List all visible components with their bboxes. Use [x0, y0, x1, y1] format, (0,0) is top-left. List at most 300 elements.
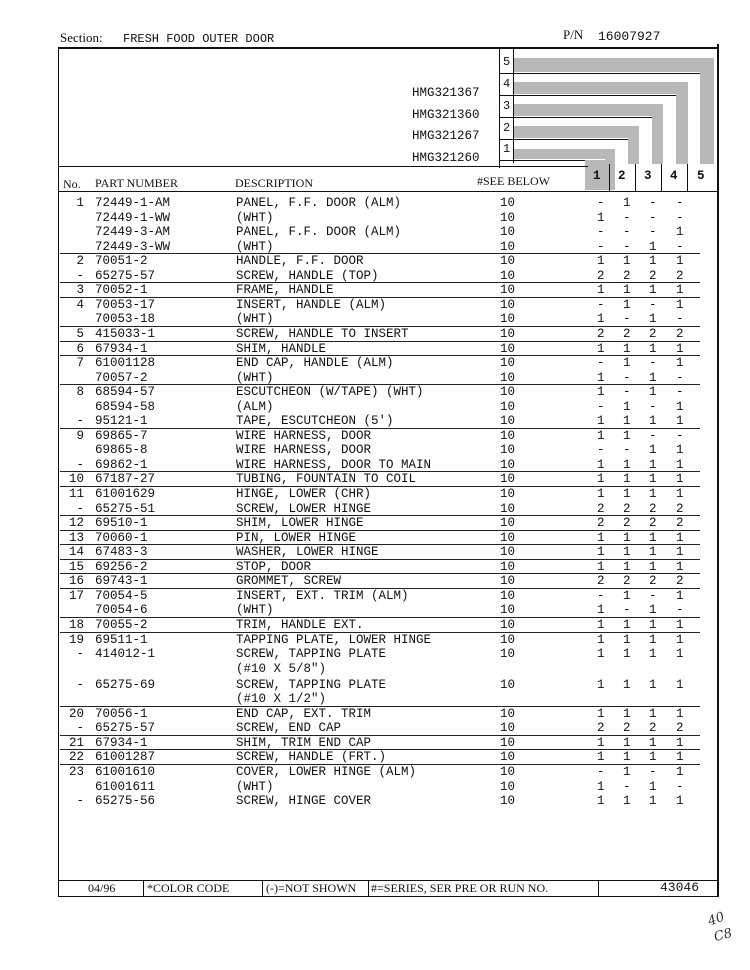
qty-model-4: 1 [676, 283, 684, 298]
part-number: 69510-1 [95, 516, 148, 531]
qty-model-3: 1 [649, 414, 657, 429]
row-number: 4 [76, 297, 84, 312]
part-number: 61001287 [95, 750, 156, 765]
see-below: 10 [500, 530, 516, 545]
table-row [0, 298, 750, 313]
qty-model-3: 1 [649, 487, 657, 501]
description: SHIM, LOWER HINGE [236, 516, 364, 531]
description: SHIM, TRIM END CAP [236, 735, 372, 750]
handwritten-note-1: 40 [705, 909, 727, 930]
qty-model-3: 1 [649, 239, 657, 254]
qty-model-2: 1 [623, 297, 631, 312]
qty-model-2: 1 [623, 706, 631, 721]
qty-model-4: 1 [676, 735, 684, 750]
description: WIRE HARNESS, DOOR [236, 428, 372, 443]
model-name-4: HMG321367 [412, 86, 480, 100]
qty-model-1: 1 [597, 487, 605, 501]
description: (WHT) [236, 370, 274, 385]
row-number: 17 [68, 588, 84, 603]
description: WIRE HARNESS, DOOR TO MAIN [236, 457, 432, 472]
qty-model-4: 1 [676, 588, 684, 603]
qty-model-4: 1 [676, 341, 684, 356]
table-row [0, 283, 750, 298]
row-number: - [76, 501, 84, 516]
qty-model-2: 1 [623, 283, 631, 298]
part-number: 65275-69 [95, 677, 156, 692]
part-number: 61001611 [95, 779, 156, 794]
table-row [0, 794, 750, 809]
qty-model-4: - [676, 210, 684, 225]
qty-model-2: - [623, 385, 631, 400]
qty-model-2: 2 [623, 501, 631, 516]
table-row [0, 356, 750, 371]
description: SCREW, TAPPING PLATE [236, 647, 387, 662]
qty-model-4: 1 [676, 530, 684, 545]
qty-model-3: - [649, 399, 657, 414]
row-number: - [76, 794, 84, 809]
row-number: 10 [68, 472, 84, 487]
description: SCREW, HANDLE TO INSERT [236, 326, 409, 341]
table-row [0, 240, 750, 255]
see-below: 10 [500, 735, 516, 750]
qty-model-1: - [597, 588, 605, 603]
qty-model-3: - [649, 297, 657, 312]
model-num-2: 2 [503, 121, 511, 135]
description: SHIM, HANDLE [236, 341, 327, 356]
table-row [0, 327, 750, 342]
qty-model-3: - [649, 428, 657, 443]
qty-model-2: - [623, 312, 631, 327]
parts-table [0, 196, 750, 816]
row-number: 13 [68, 530, 84, 545]
description: (WHT) [236, 210, 274, 225]
see-below: 10 [500, 516, 516, 531]
part-number: 70053-18 [95, 312, 156, 327]
qty-model-3: 1 [649, 617, 657, 632]
description: STOP, DOOR [236, 559, 312, 574]
see-below: 10 [500, 487, 516, 501]
qty-model-2: 1 [623, 617, 631, 632]
qty-model-1: 1 [597, 647, 605, 662]
qty-model-1: 1 [597, 254, 605, 269]
description: END CAP, EXT. TRIM [236, 706, 372, 721]
description: INSERT, HANDLE (ALM) [236, 297, 387, 312]
qty-model-4: 1 [676, 457, 684, 472]
qty-model-1: - [597, 443, 605, 458]
see-below: 10 [500, 706, 516, 721]
qty-model-2: - [623, 603, 631, 618]
part-number: 70054-5 [95, 588, 148, 603]
see-below: 10 [500, 472, 516, 487]
qty-model-2: - [623, 370, 631, 385]
col-model-2: 2 [618, 169, 626, 183]
qty-model-4: 1 [676, 794, 684, 809]
description: (WHT) [236, 603, 274, 618]
qty-model-3: 2 [649, 326, 657, 341]
qty-model-3: 1 [649, 545, 657, 560]
row-number: 8 [76, 385, 84, 400]
see-below: 10 [500, 764, 516, 779]
table-row [0, 618, 750, 633]
qty-model-2: 1 [623, 530, 631, 545]
table-row [0, 385, 750, 400]
qty-model-1: 2 [597, 326, 605, 341]
footer-not-shown: (-)=NOT SHOWN [266, 881, 357, 895]
see-below: 10 [500, 588, 516, 603]
table-row [0, 196, 750, 211]
qty-model-2: 1 [623, 794, 631, 809]
qty-model-3: 1 [649, 647, 657, 662]
part-number: 67187-27 [95, 472, 156, 487]
see-below: 10 [500, 457, 516, 472]
row-number: 20 [68, 706, 84, 721]
see-below: 10 [500, 617, 516, 632]
qty-model-4: 1 [676, 677, 684, 692]
see-below: 10 [500, 341, 516, 356]
table-row [0, 589, 750, 604]
part-number: 69256-2 [95, 559, 148, 574]
description: SCREW, HINGE COVER [236, 794, 372, 809]
see-below: 10 [500, 196, 516, 210]
qty-model-2: 2 [623, 574, 631, 589]
qty-model-1: 1 [597, 617, 605, 632]
part-number: 69743-1 [95, 574, 148, 589]
qty-model-3: 2 [649, 516, 657, 531]
col-model-5: 5 [697, 169, 705, 183]
description: (#10 X 5/8") [236, 661, 327, 676]
row-number: 16 [68, 574, 84, 589]
qty-model-1: 1 [597, 735, 605, 750]
qty-model-2: 1 [623, 764, 631, 779]
qty-model-1: - [597, 225, 605, 240]
qty-model-1: 1 [597, 559, 605, 574]
description: HANDLE, F.F. DOOR [236, 254, 364, 269]
row-number: 6 [76, 341, 84, 356]
qty-model-2: 2 [623, 326, 631, 341]
part-number: 70054-6 [95, 603, 148, 618]
qty-model-3: 1 [649, 312, 657, 327]
qty-model-1: 1 [597, 632, 605, 647]
row-number: - [76, 721, 84, 736]
see-below: 10 [500, 297, 516, 312]
see-below: 10 [500, 326, 516, 341]
qty-model-3: 1 [649, 794, 657, 809]
table-row [0, 545, 750, 560]
part-number: 61001610 [95, 764, 156, 779]
qty-model-1: 1 [597, 385, 605, 400]
see-below: 10 [500, 312, 516, 327]
part-number: 69865-8 [95, 443, 148, 458]
qty-model-4: 1 [676, 487, 684, 501]
qty-model-2: 1 [623, 632, 631, 647]
qty-model-3: - [649, 210, 657, 225]
qty-model-2: 1 [623, 428, 631, 443]
row-number: - [76, 414, 84, 429]
footer-doc-number: 43046 [660, 880, 700, 895]
table-row [0, 211, 750, 226]
qty-model-4: 1 [676, 356, 684, 371]
see-below: 10 [500, 225, 516, 240]
table-row [0, 560, 750, 575]
row-number: 7 [76, 356, 84, 371]
row-number: 14 [68, 545, 84, 560]
part-number: 68594-58 [95, 399, 156, 414]
description: TRIM, HANDLE EXT. [236, 617, 364, 632]
qty-model-4: - [676, 196, 684, 210]
row-number: 2 [76, 254, 84, 269]
table-row [0, 662, 750, 677]
row-number: 12 [68, 516, 84, 531]
description: PIN, LOWER HINGE [236, 530, 357, 545]
part-number: 67483-3 [95, 545, 148, 560]
qty-model-1: 1 [597, 428, 605, 443]
description: ESCUTCHEON (W/TAPE) (WHT) [236, 385, 424, 400]
footer-series: #=SERIES, SER PRE OR RUN NO. [371, 881, 549, 895]
table-row [0, 633, 750, 648]
see-below: 10 [500, 239, 516, 254]
part-number: 70060-1 [95, 530, 148, 545]
qty-model-4: - [676, 370, 684, 385]
qty-model-1: 2 [597, 516, 605, 531]
col-no: No. [63, 177, 81, 191]
description: TAPE, ESCUTCHEON (5') [236, 414, 394, 429]
qty-model-4: 2 [676, 326, 684, 341]
section-name: FRESH FOOD OUTER DOOR [123, 32, 275, 46]
see-below: 10 [500, 254, 516, 269]
part-number: 69865-7 [95, 428, 148, 443]
qty-model-3: 1 [649, 735, 657, 750]
see-below: 10 [500, 750, 516, 765]
row-number: 9 [76, 428, 84, 443]
qty-model-4: - [676, 239, 684, 254]
table-row [0, 603, 750, 618]
table-row [0, 225, 750, 240]
qty-model-2: 1 [623, 677, 631, 692]
qty-model-1: 1 [597, 283, 605, 298]
qty-model-1: 1 [597, 750, 605, 765]
description: HINGE, LOWER (CHR) [236, 487, 372, 501]
col-model-1: 1 [593, 169, 601, 183]
see-below: 10 [500, 647, 516, 662]
table-row [0, 312, 750, 327]
qty-model-3: - [649, 225, 657, 240]
part-number: 69511-1 [95, 632, 148, 647]
qty-model-4: 1 [676, 254, 684, 269]
qty-model-4: 1 [676, 297, 684, 312]
col-description: DESCRIPTION [235, 176, 314, 190]
model-name-3: HMG321360 [412, 108, 480, 122]
qty-model-1: 1 [597, 530, 605, 545]
qty-model-3: 2 [649, 501, 657, 516]
header-bottom-rule [58, 191, 718, 192]
see-below: 10 [500, 268, 516, 283]
part-number: 65275-56 [95, 794, 156, 809]
qty-model-3: 1 [649, 779, 657, 794]
see-below: 10 [500, 283, 516, 298]
row-number: 5 [76, 326, 84, 341]
qty-model-1: 1 [597, 603, 605, 618]
qty-model-1: 1 [597, 794, 605, 809]
row-number: 1 [76, 196, 84, 210]
description: END CAP, HANDLE (ALM) [236, 356, 394, 371]
part-number: 61001128 [95, 356, 156, 371]
qty-model-2: - [623, 443, 631, 458]
qty-model-4: - [676, 428, 684, 443]
description: WIRE HARNESS, DOOR [236, 443, 372, 458]
qty-model-1: 1 [597, 677, 605, 692]
qty-model-2: - [623, 239, 631, 254]
qty-model-2: - [623, 210, 631, 225]
see-below: 10 [500, 632, 516, 647]
qty-model-4: 1 [676, 225, 684, 240]
qty-model-3: 1 [649, 457, 657, 472]
qty-model-3: 1 [649, 750, 657, 765]
qty-model-1: 1 [597, 545, 605, 560]
qty-model-2: 1 [623, 341, 631, 356]
qty-model-2: - [623, 225, 631, 240]
qty-model-3: 2 [649, 721, 657, 736]
qty-model-3: 1 [649, 559, 657, 574]
qty-model-3: 1 [649, 530, 657, 545]
table-row [0, 736, 750, 751]
row-number: - [76, 457, 84, 472]
handwritten-note-2: C8 [712, 925, 734, 946]
qty-model-3: 1 [649, 341, 657, 356]
qty-model-3: 2 [649, 574, 657, 589]
see-below: 10 [500, 370, 516, 385]
table-row [0, 254, 750, 269]
description: SCREW, TAPPING PLATE [236, 677, 387, 692]
table-row [0, 400, 750, 415]
qty-model-1: - [597, 239, 605, 254]
description: (WHT) [236, 779, 274, 794]
qty-model-1: 1 [597, 457, 605, 472]
row-number: 11 [68, 487, 84, 501]
qty-model-4: - [676, 603, 684, 618]
qty-model-2: - [623, 779, 631, 794]
qty-model-3: 1 [649, 603, 657, 618]
see-below: 10 [500, 574, 516, 589]
see-below: 10 [500, 545, 516, 560]
qty-model-1: 2 [597, 501, 605, 516]
pn-label: P/N [563, 27, 584, 42]
table-row [0, 472, 750, 487]
description: INSERT, EXT. TRIM (ALM) [236, 588, 409, 603]
see-below: 10 [500, 414, 516, 429]
see-below: 10 [500, 721, 516, 736]
row-number: 22 [68, 750, 84, 765]
qty-model-2: 1 [623, 750, 631, 765]
qty-model-1: 1 [597, 312, 605, 327]
row-number: 18 [68, 617, 84, 632]
qty-model-4: 1 [676, 545, 684, 560]
qty-model-3: 1 [649, 472, 657, 487]
qty-model-4: 2 [676, 501, 684, 516]
qty-model-1: 1 [597, 472, 605, 487]
qty-model-4: - [676, 312, 684, 327]
part-number: 70056-1 [95, 706, 148, 721]
table-row [0, 765, 750, 780]
qty-model-1: 1 [597, 779, 605, 794]
model-num-1: 1 [503, 142, 511, 156]
description: PANEL, F.F. DOOR (ALM) [236, 196, 402, 210]
qty-model-2: 1 [623, 457, 631, 472]
table-row [0, 516, 750, 531]
table-row [0, 721, 750, 736]
model-num-4: 4 [503, 77, 511, 91]
description: SCREW, LOWER HINGE [236, 501, 372, 516]
qty-model-3: 1 [649, 254, 657, 269]
model-name-2: HMG321267 [412, 129, 480, 143]
see-below: 10 [500, 603, 516, 618]
description: PANEL, F.F. DOOR (ALM) [236, 225, 402, 240]
model-num-5: 5 [503, 55, 511, 69]
qty-model-2: 1 [623, 196, 631, 210]
qty-model-4: 1 [676, 617, 684, 632]
footer-color-code: *COLOR CODE [147, 881, 230, 895]
part-number: 65275-57 [95, 721, 156, 736]
qty-model-3: - [649, 588, 657, 603]
qty-model-4: 1 [676, 647, 684, 662]
table-row [0, 458, 750, 473]
qty-model-3: 1 [649, 706, 657, 721]
table-row [0, 414, 750, 429]
qty-model-1: - [597, 297, 605, 312]
see-below: 10 [500, 779, 516, 794]
see-below: 10 [500, 794, 516, 809]
part-number: 69862-1 [95, 457, 148, 472]
description: (ALM) [236, 399, 274, 414]
see-below: 10 [500, 677, 516, 692]
description: FRAME, HANDLE [236, 283, 334, 298]
table-row [0, 487, 750, 502]
description: SCREW, END CAP [236, 721, 342, 736]
description: SCREW, HANDLE (TOP) [236, 268, 379, 283]
qty-model-4: 1 [676, 750, 684, 765]
qty-model-3: 1 [649, 443, 657, 458]
see-below: 10 [500, 356, 516, 371]
part-number: 72449-3-WW [95, 239, 171, 254]
qty-model-4: 1 [676, 632, 684, 647]
part-number: 61001629 [95, 487, 156, 501]
col-part-number: PART NUMBER [95, 176, 178, 190]
qty-model-4: 1 [676, 399, 684, 414]
table-row [0, 707, 750, 722]
table-row [0, 371, 750, 386]
row-number: - [76, 677, 84, 692]
qty-model-1: 1 [597, 210, 605, 225]
footer-date: 04/96 [88, 881, 116, 895]
description: COVER, LOWER HINGE (ALM) [236, 764, 417, 779]
row-number: 23 [68, 764, 84, 779]
qty-model-2: 1 [623, 735, 631, 750]
qty-model-2: 1 [623, 487, 631, 501]
qty-model-1: 2 [597, 721, 605, 736]
see-below: 10 [500, 210, 516, 225]
qty-model-2: 2 [623, 516, 631, 531]
qty-model-2: 2 [623, 721, 631, 736]
description: (WHT) [236, 312, 274, 327]
table-row [0, 502, 750, 517]
qty-model-2: 1 [623, 254, 631, 269]
table-row [0, 269, 750, 284]
row-number: 3 [76, 283, 84, 298]
qty-model-4: 1 [676, 472, 684, 487]
table-row [0, 678, 750, 693]
see-below: 10 [500, 399, 516, 414]
table-row [0, 780, 750, 795]
qty-model-2: 1 [623, 472, 631, 487]
